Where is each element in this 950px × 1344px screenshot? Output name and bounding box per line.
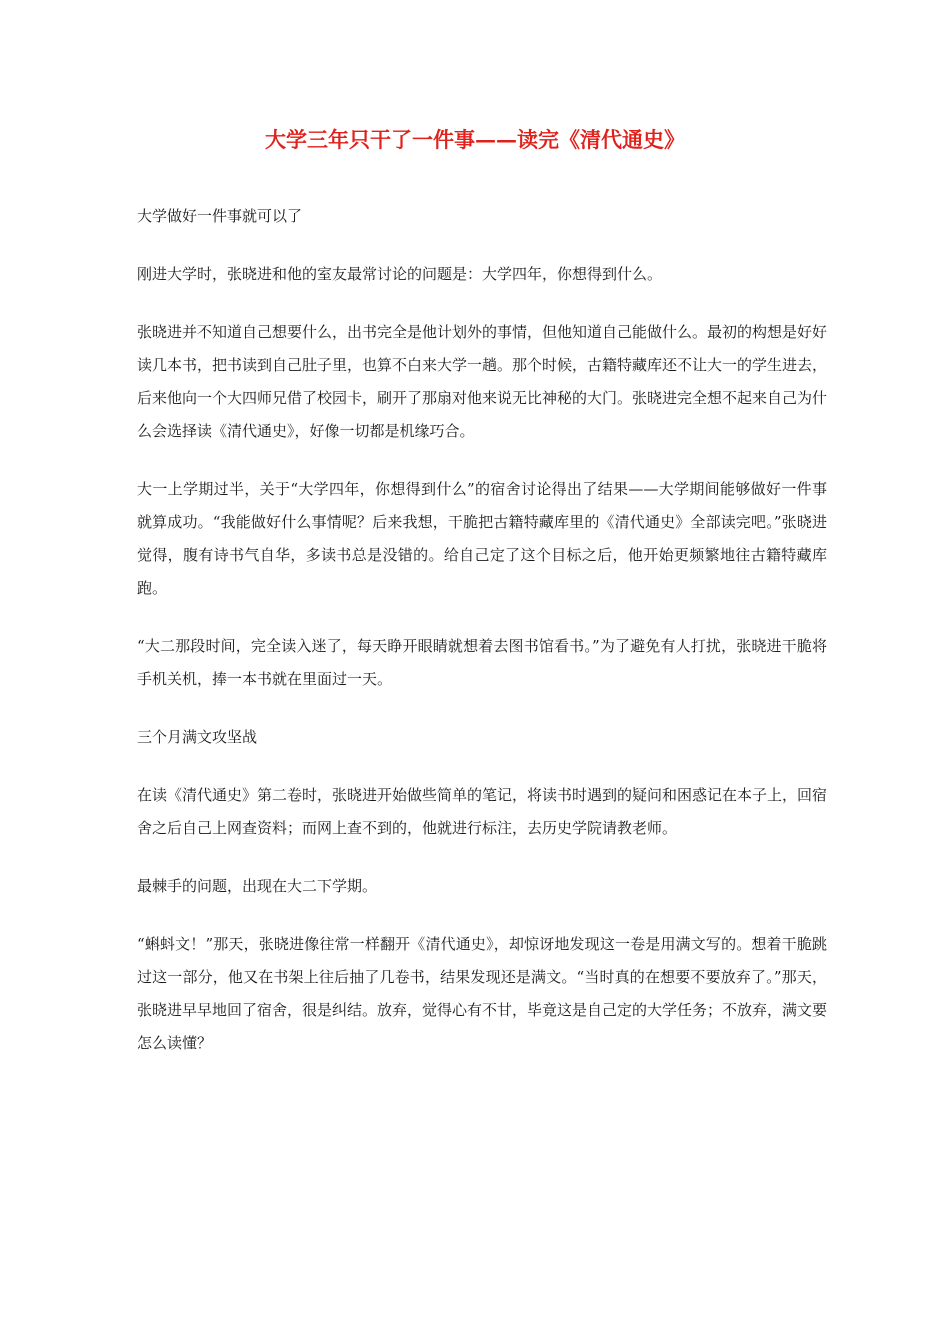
paragraph: “大二那段时间，完全读入迷了，每天睁开眼睛就想着去图书馆看书。”为了避免有人打扰，张晓进干脆将手机关机，捧一本书就在里面过一天。 [137, 637, 827, 688]
section-heading: 三个月满文攻坚战 [137, 728, 258, 746]
section-heading: 大学做好一件事就可以了 [137, 207, 303, 225]
paragraph: 在读《清代通史》第二卷时，张晓进开始做些简单的笔记，将读书时遇到的疑问和困惑记在本子上，回宿舍之后自己上网查资料；而网上查不到的，他就进行标注，去历史学院请教老师。 [137, 786, 828, 837]
paragraph: 张晓进并不知道自己想要什么，出书完全是他计划外的事情，但他知道自己能做什么。最初的构想是好好读几本书，把书读到自己肚子里，也算不白来大学一趟。那个时候，古籍特藏库还不让大一的学生进去，后来他向一个大四师兄借了校园卡，刷开了那扇对他来说无比神秘的大门。张晓进完全想不起来自己为什么会选择读《清代通史》，好像一切都是机缘巧合。 [137, 323, 828, 440]
document-body [137, 200, 827, 1085]
paragraph: “蝌蚪文！”那天，张晓进像往常一样翻开《清代通史》，却惊讶地发现这一卷是用满文写的。想着干脆跳过这一部分，他又在书架上往后抽了几卷书，结果发现还是满文。“当时真的在想要不要放弃了。”那天，张晓进早早地回了宿舍，很是纠结。放弃，觉得心有不甘，毕竟这是自己定的大学任务；不放弃，满文要怎么读懂？ [137, 935, 828, 1052]
paragraph: 最棘手的问题，出现在大二下学期。 [137, 877, 378, 895]
paragraph: 大一上学期过半，关于“大学四年，你想得到什么”的宿舍讨论得出了结果——大学期间能够做好一件事就算成功。“我能做好什么事情呢？后来我想，干脆把古籍特藏库里的《清代通史》全部读完吧。”张晓进觉得，腹有诗书气自华，多读书总是没错的。给自己定了这个目标之后，他开始更频繁地往古籍特藏库跑。 [137, 480, 827, 597]
paragraph: 刚进大学时，张晓进和他的室友最常讨论的问题是：大学四年，你想得到什么。 [137, 265, 663, 283]
document-title: 大学三年只干了一件事——读完《清代通史》 [265, 127, 685, 152]
